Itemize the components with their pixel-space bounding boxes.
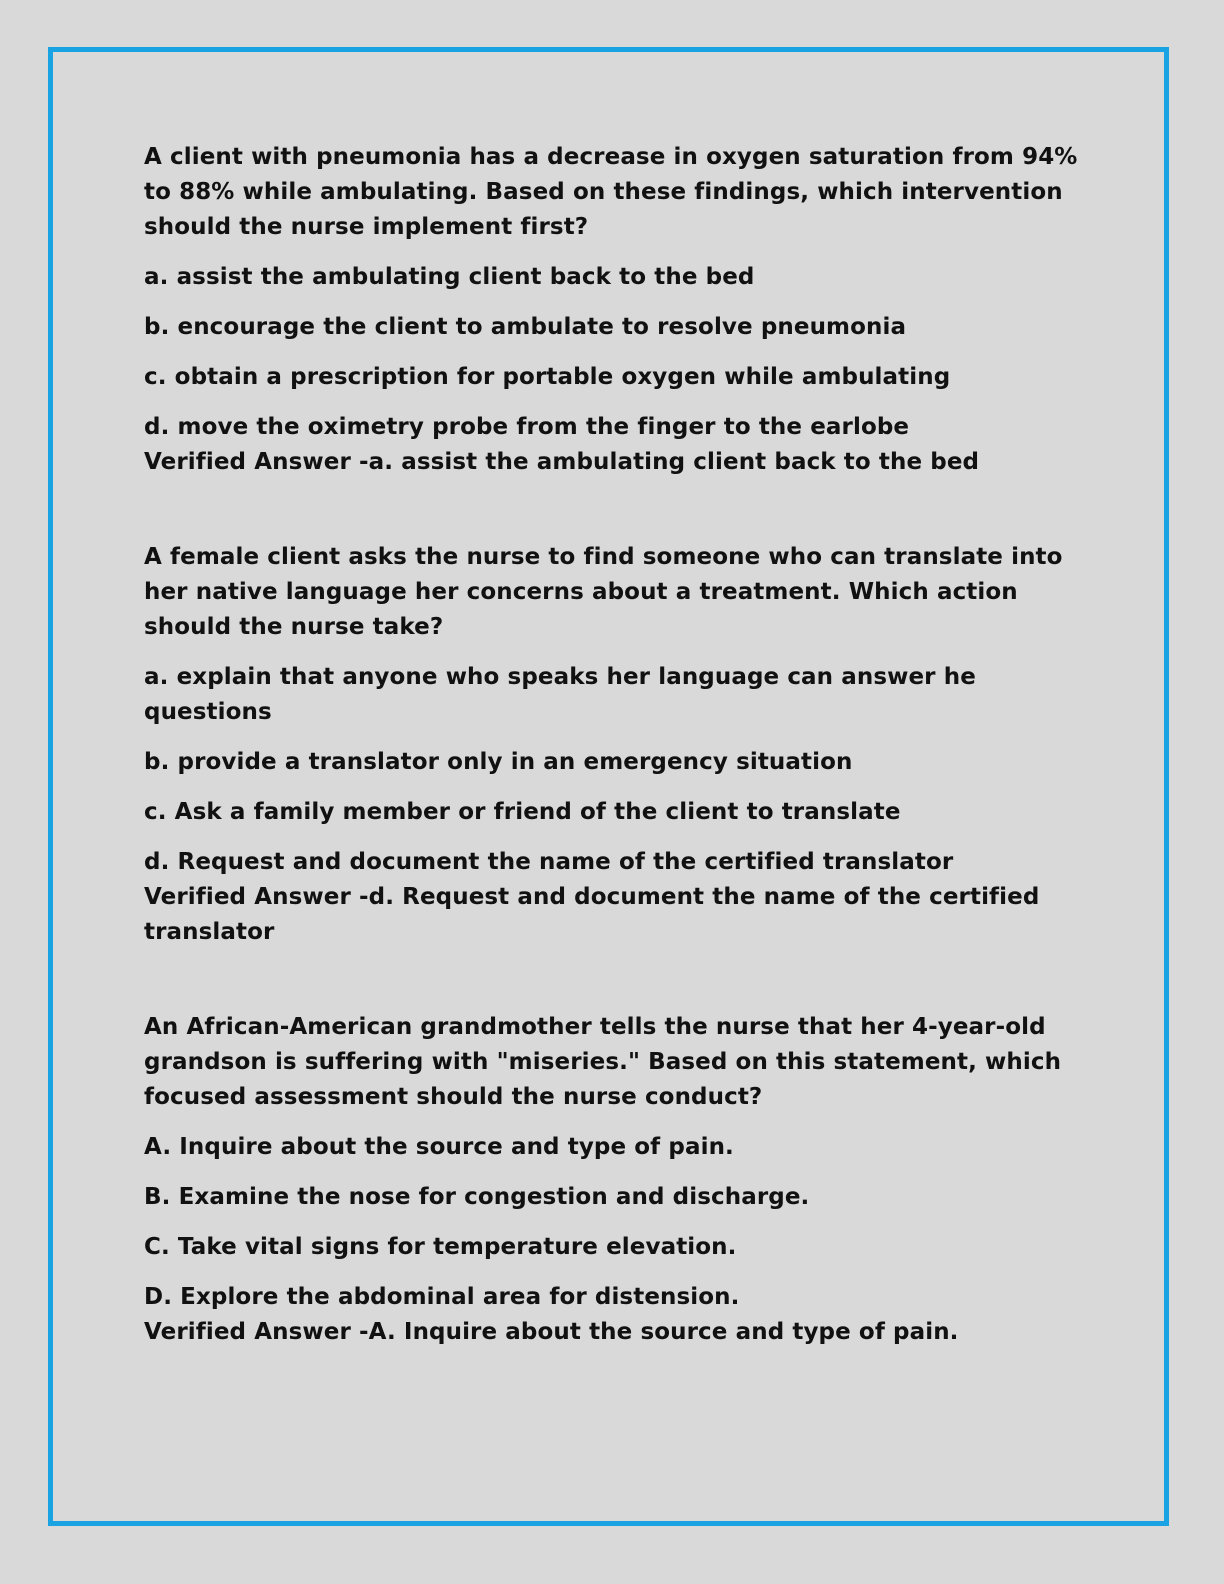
question-text: A client with pneumonia has a decrease in oxygen saturation from 94% to 88% while ambulating. Based on these findings, which intervention should the nurse implement first? [144, 144, 1078, 240]
question-block-1 [144, 140, 1084, 480]
question-text: An African-American grandmother tells the nurse that her 4-year-old grandson is suffering with "miseries." Based on this statement, which focused assessment should the nurse conduct? [144, 1014, 1062, 1110]
verified-answer: Verified Answer -d. Request and document the name of the certified translator [144, 884, 1040, 945]
answer-option-b: b. encourage the client to ambulate to resolve pneumonia [144, 314, 907, 340]
answer-option-d: d. move the oximetry probe from the finger to the earlobe [144, 414, 910, 440]
question-block-3 [144, 1010, 1084, 1350]
answer-option-c: c. Ask a family member or friend of the client to translate [144, 799, 901, 825]
answer-option-c: C. Take vital signs for temperature elevation. [144, 1234, 737, 1260]
verified-answer: Verified Answer -a. assist the ambulating client back to the bed [144, 449, 980, 475]
verified-answer: Verified Answer -A. Inquire about the source and type of pain. [144, 1319, 959, 1345]
answer-option-d: D. Explore the abdominal area for distension. [144, 1284, 740, 1310]
answer-option-b: b. provide a translator only in an emergency situation [144, 749, 853, 775]
answer-option-d: d. Request and document the name of the certified translator [144, 849, 954, 875]
document-content [144, 140, 1084, 1410]
question-block-2 [144, 540, 1084, 950]
answer-option-a: a. assist the ambulating client back to the bed [144, 264, 755, 290]
answer-option-a: A. Inquire about the source and type of pain. [144, 1134, 734, 1160]
question-text: A female client asks the nurse to find someone who can translate into her native language her concerns about a treatment. Which action should the nurse take? [144, 544, 1063, 640]
answer-option-c: c. obtain a prescription for portable oxygen while ambulating [144, 364, 951, 390]
answer-option-b: B. Examine the nose for congestion and discharge. [144, 1184, 810, 1210]
answer-option-a: a. explain that anyone who speaks her language can answer he questions [144, 664, 976, 725]
